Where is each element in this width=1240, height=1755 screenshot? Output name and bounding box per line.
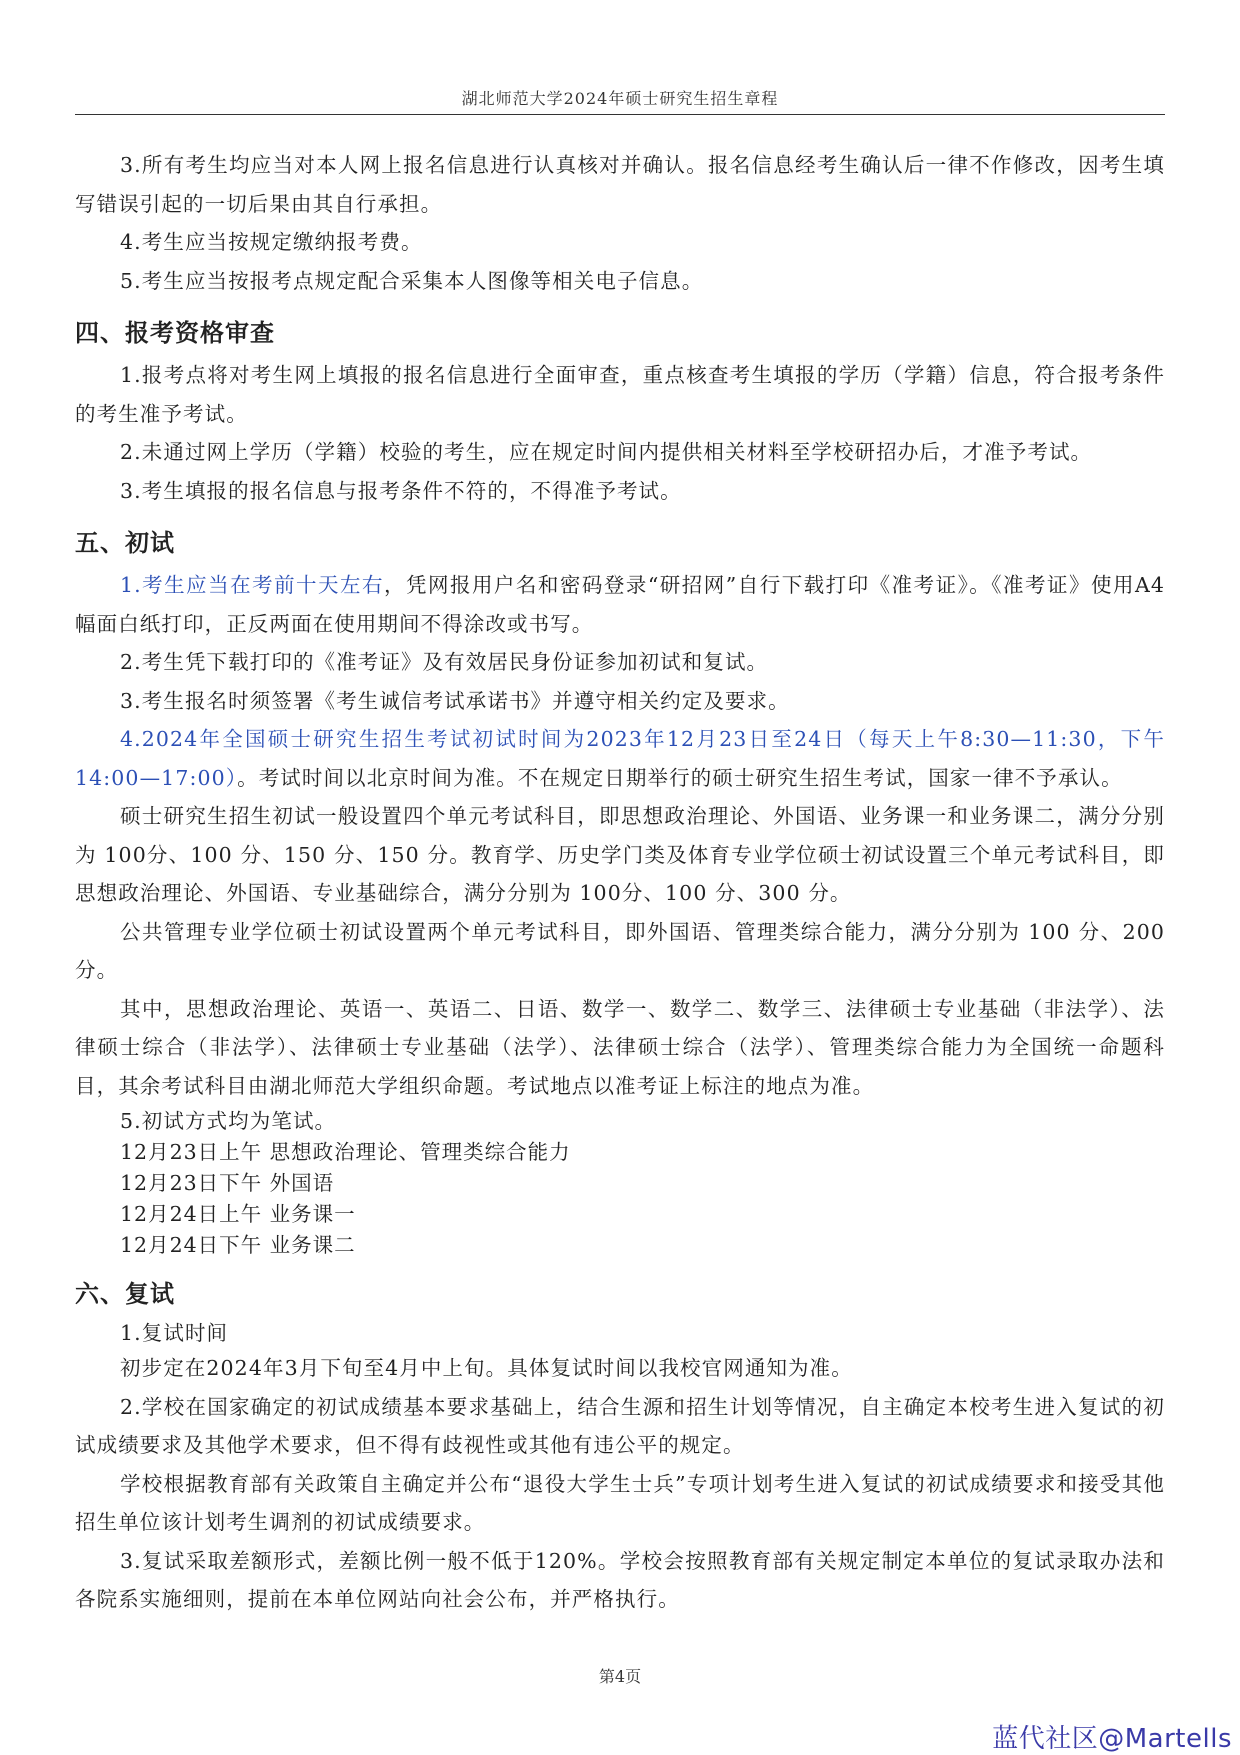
paragraph: 4.考生应当按规定缴纳报考费。 [120, 230, 423, 254]
schedule-line: 12月23日上午 思想政治理论、管理类综合能力 [120, 1140, 571, 1164]
section-heading: 四、报考资格审查 [75, 319, 275, 347]
paragraph: 3.所有考生均应当对本人网上报名信息进行认真核对并确认。报名信息经考生确认后一律不作修改，因考生填写错误引起的一切后果由其自行承担。 [75, 153, 1165, 216]
paragraph-text: 。考试时间以北京时间为准。不在规定日期举行的硕士研究生招生考试，国家一律不予承认。 [237, 765, 1123, 790]
paragraph: 3.考生报名时须签署《考生诚信考试承诺书》并遵守相关约定及要求。 [120, 688, 790, 713]
watermark: 蓝代社区@Martells [992, 1724, 1232, 1754]
paragraph [75, 566, 1165, 643]
paragraph: 1.报考点将对考生网上填报的报名信息进行全面审查，重点核查考生填报的学历（学籍）信息，符合报考条件的考生准予考试。 [75, 363, 1165, 426]
schedule-line: 12月24日下午 业务课二 [120, 1233, 356, 1257]
paragraph: 2.考生凭下载打印的《准考证》及有效居民身份证参加初试和复试。 [120, 650, 769, 674]
paragraph: 其中，思想政治理论、英语一、英语二、日语、数学一、数学二、数学三、法律硕士专业基础（非法学）、法律硕士综合（非法学）、法律硕士专业基础（法学）、法律硕士综合（法学）、管理类综合能力为全国统一命题科目，其余考试科目由湖北师范大学组织命题。考试地点以准考证上标注的地点为准。 [75, 996, 1165, 1098]
section-heading: 六、复试 [75, 1280, 175, 1308]
paragraph [75, 720, 1165, 797]
header-divider [75, 114, 1165, 115]
paragraph: 学校根据教育部有关政策自主确定并公布“退役大学生士兵”专项计划考生进入复试的初试成绩要求和接受其他招生单位该计划考生调剂的初试成绩要求。 [75, 1471, 1165, 1534]
paragraph-text: ，凭网报用户名和密码登录“研招网”自行下载打印《准考证》。《准考证》使用A4幅面白纸打印，正反两面在使用期间不得涂改或书写。 [75, 573, 1165, 636]
paragraph: 2.未通过网上学历（学籍）校验的考生，应在规定时间内提供相关材料至学校研招办后，才准予考试。 [120, 440, 1093, 464]
document-body [75, 146, 1165, 1619]
highlighted-text: 考生应当在考前十天左右 [141, 573, 384, 597]
paragraph: 公共管理专业学位硕士初试设置两个单元考试科目，即外国语、管理类综合能力，满分分别为 100 分、200分。 [75, 919, 1165, 982]
paragraph: 硕士研究生招生初试一般设置四个单元考试科目，即思想政治理论、外国语、业务课一和业务课二，满分分别为 100分、100 分、150 分、150 分。教育学、历史学门类及体育专业学位硕士初试设置三个单元考试科目，即思想政治理论、外国语、专业基础综合，满分分别为 100分、100 分、300 分。 [75, 804, 1165, 905]
paragraph: 初步定在2024年3月下旬至4月中上旬。具体复试时间以我校官网通知为准。 [120, 1356, 853, 1380]
paragraph: 3.复试采取差额形式，差额比例一般不低于120%。学校会按照教育部有关规定制定本单位的复试录取办法和各院系实施细则，提前在本单位网站向社会公布，并严格执行。 [75, 1548, 1165, 1611]
page-number: 第4页 [598, 1667, 642, 1686]
page-header: 湖北师范大学2024年硕士研究生招生章程 [461, 89, 779, 108]
schedule-line: 12月24日上午 业务课一 [120, 1202, 356, 1226]
paragraph: 3.考生填报的报名信息与报考条件不符的，不得准予考试。 [120, 478, 682, 503]
schedule-line: 12月23日下午 外国语 [120, 1171, 335, 1195]
paragraph: 5.初试方式均为笔试。 [120, 1109, 337, 1133]
section-heading: 五、初试 [75, 529, 175, 557]
highlighted-text: 4.2024年全国硕士研究生招生考试初试时间为2023年12月23日至24日（每天上午8:30—11:30，下午14:00—17:00） [75, 727, 1165, 790]
paragraph: 5.考生应当按报考点规定配合采集本人图像等相关电子信息。 [120, 268, 704, 293]
paragraph-number: 1. [120, 573, 142, 597]
paragraph: 2.学校在国家确定的初试成绩基本要求基础上，结合生源和招生计划等情况，自主确定本校考生进入复试的初试成绩要求及其他学术要求，但不得有歧视性或其他有违公平的规定。 [75, 1394, 1165, 1457]
paragraph: 1.复试时间 [120, 1321, 229, 1345]
